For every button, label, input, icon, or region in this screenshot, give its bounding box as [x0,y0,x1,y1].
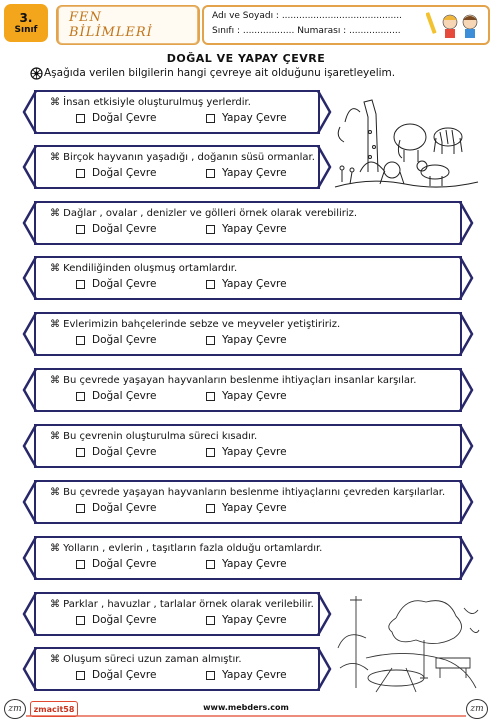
checkbox-natural[interactable] [76,616,85,625]
checkbox-artificial[interactable] [206,225,215,234]
question-box [34,536,462,580]
question-box [34,312,462,356]
chevron-left-icon [20,310,38,358]
option-natural[interactable] [76,502,156,514]
option-natural-label: Doğal Çevre [92,223,157,235]
option-natural-label: Doğal Çevre [92,334,157,346]
chevron-left-icon [20,645,38,693]
question-text: ⌘ Bu çevrede yaşayan hayvanların beslenme ihtiyaçlarını çevreden karşılarlar. [50,487,446,498]
question-box [34,592,320,636]
page-title: DOĞAL VE YAPAY ÇEVRE [166,52,326,65]
checkbox-natural[interactable] [76,114,85,123]
chevron-left-icon [20,199,38,247]
option-natural[interactable] [76,223,156,235]
option-natural-label: Doğal Çevre [92,558,157,570]
question-text: ⌘ Bu çevrede yaşayan hayvanların beslenme ihtiyaçları insanlar karşılar. [50,375,417,386]
chevron-left-icon [20,88,38,136]
option-artificial-label: Yapay Çevre [222,502,287,514]
chevron-left-icon [20,422,38,470]
question-text: ⌘ Bu çevrenin oluşturulma süreci kısadır. [50,431,258,442]
question-box [34,145,320,189]
student-info-box [202,5,490,45]
checkbox-artificial[interactable] [206,392,215,401]
option-artificial-label: Yapay Çevre [222,223,287,235]
option-artificial-label: Yapay Çevre [222,278,287,290]
question-text: ⌘ Evlerimizin bahçelerinde sebze ve meyveler yetiştiririz. [50,319,341,330]
corner-mark-right: zm [466,699,488,719]
flower-bullet-icon [30,67,43,80]
chevron-left-icon [20,254,38,302]
option-artificial[interactable] [206,446,287,458]
chevron-right-icon [458,422,476,470]
option-artificial[interactable] [206,167,287,179]
chevron-left-icon [20,143,38,191]
option-artificial[interactable] [206,278,287,290]
option-artificial[interactable] [206,614,287,626]
corner-mark-left: zm [4,699,26,719]
question-box [34,647,320,691]
website-link[interactable]: www.mebders.com [203,703,289,712]
option-artificial[interactable] [206,502,287,514]
grade-badge [4,4,48,42]
class-number-line[interactable]: Sınıfı : .................. Numarası : .................. [212,26,401,36]
option-natural[interactable] [76,334,156,346]
option-natural[interactable] [76,446,156,458]
option-natural[interactable] [76,558,156,570]
question-text: ⌘ Birçok hayvanın yaşadığı , doğanın süsü ormanlar. [50,152,315,163]
park-illustration [336,588,480,694]
option-artificial-label: Yapay Çevre [222,558,287,570]
question-box [34,480,462,524]
option-artificial-label: Yapay Çevre [222,614,287,626]
question-text: ⌘ Dağlar , ovalar , denizler ve gölleri örnek olarak verebiliriz. [50,208,358,219]
name-line[interactable]: Adı ve Soyadı : .......................................... [212,11,402,21]
checkbox-natural[interactable] [76,336,85,345]
chevron-right-icon [316,590,334,638]
question-box [34,90,320,134]
chevron-right-icon [458,366,476,414]
grade-number: 3. [19,10,33,25]
checkbox-natural[interactable] [76,392,85,401]
question-text: ⌘ Kendiliğinden oluşmuş ortamlardır. [50,263,238,274]
checkbox-natural[interactable] [76,671,85,680]
checkbox-natural[interactable] [76,225,85,234]
option-artificial-label: Yapay Çevre [222,446,287,458]
question-box [34,424,462,468]
option-artificial-label: Yapay Çevre [222,334,287,346]
chevron-right-icon [458,199,476,247]
checkbox-artificial[interactable] [206,616,215,625]
checkbox-artificial[interactable] [206,336,215,345]
question-box [34,368,462,412]
kids-icon [426,10,482,40]
chevron-left-icon [20,590,38,638]
checkbox-artificial[interactable] [206,671,215,680]
option-artificial[interactable] [206,558,287,570]
checkbox-artificial[interactable] [206,114,215,123]
question-text: ⌘ Yolların , evlerin , taşıtların fazla olduğu ortamlardır. [50,543,323,554]
option-natural[interactable] [76,390,156,402]
option-natural[interactable] [76,614,156,626]
option-natural-label: Doğal Çevre [92,278,157,290]
option-artificial-label: Yapay Çevre [222,112,287,124]
option-artificial-label: Yapay Çevre [222,390,287,402]
option-artificial[interactable] [206,223,287,235]
option-natural[interactable] [76,167,156,179]
option-artificial-label: Yapay Çevre [222,669,287,681]
option-natural-label: Doğal Çevre [92,112,157,124]
question-text: ⌘ İnsan etkisiyle oluşturulmuş yerlerdir. [50,97,251,108]
checkbox-natural[interactable] [76,169,85,178]
subject-title: FEN BİLİMLERİ [58,6,198,44]
checkbox-artificial[interactable] [206,280,215,289]
option-natural[interactable] [76,112,156,124]
option-artificial-label: Yapay Çevre [222,167,287,179]
chevron-right-icon [458,254,476,302]
option-natural-label: Doğal Çevre [92,390,157,402]
instruction-text: Aşağıda verilen bilgilerin hangi çevreye ait olduğunu işaretleyelim. [44,67,396,79]
chevron-right-icon [458,534,476,582]
option-natural-label: Doğal Çevre [92,502,157,514]
option-natural-label: Doğal Çevre [92,167,157,179]
subject-box [56,5,200,45]
brand-label: zmacit58 [30,701,78,717]
checkbox-artificial[interactable] [206,504,215,513]
checkbox-natural[interactable] [76,280,85,289]
option-natural[interactable] [76,669,156,681]
chevron-right-icon [458,478,476,526]
grade-label: Sınıf [14,24,38,35]
checkbox-natural[interactable] [76,448,85,457]
chevron-right-icon [316,645,334,693]
zoo-animals-illustration [330,92,480,192]
question-box [34,256,462,300]
option-natural-label: Doğal Çevre [92,669,157,681]
checkbox-natural[interactable] [76,504,85,513]
checkbox-natural[interactable] [76,560,85,569]
chevron-left-icon [20,478,38,526]
question-text: ⌘ Parklar , havuzlar , tarlalar örnek olarak verilebilir. [50,599,314,610]
option-artificial[interactable] [206,112,287,124]
question-text: ⌘ Oluşum süreci uzun zaman almıştır. [50,654,242,665]
chevron-left-icon [20,534,38,582]
option-artificial[interactable] [206,390,287,402]
option-artificial[interactable] [206,669,287,681]
option-natural-label: Doğal Çevre [92,614,157,626]
checkbox-artificial[interactable] [206,169,215,178]
option-natural[interactable] [76,278,156,290]
chevron-left-icon [20,366,38,414]
option-natural-label: Doğal Çevre [92,446,157,458]
checkbox-artificial[interactable] [206,560,215,569]
chevron-right-icon [458,310,476,358]
option-artificial[interactable] [206,334,287,346]
question-box [34,201,462,245]
checkbox-artificial[interactable] [206,448,215,457]
